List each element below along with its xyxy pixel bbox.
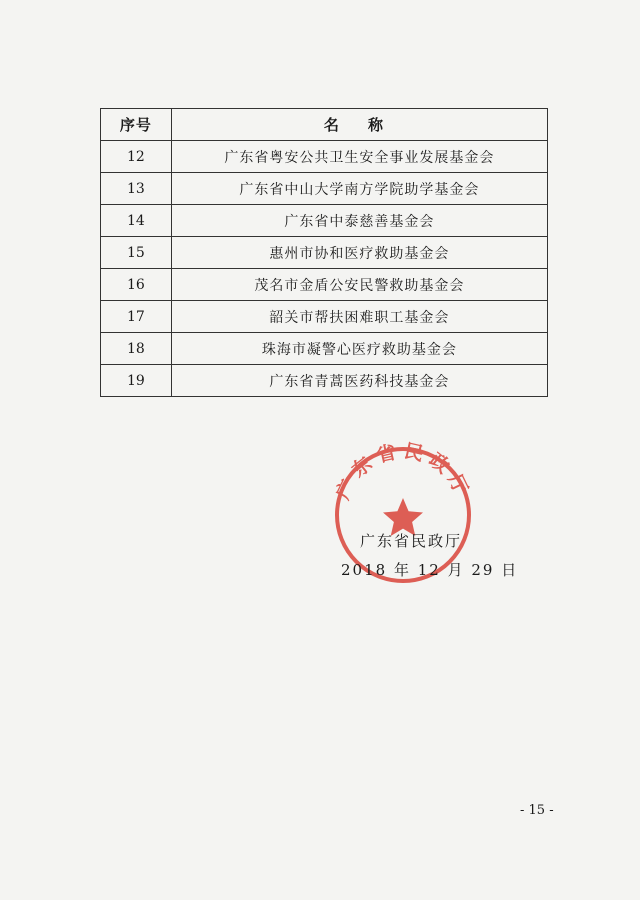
issue-date: 2018 年 12 月 29 日 bbox=[341, 561, 519, 579]
row-name: 广东省中泰慈善基金会 bbox=[171, 205, 547, 237]
issuer-name: 广东省民政厅 bbox=[360, 532, 463, 550]
table-row bbox=[101, 237, 548, 269]
header-index: 序号 bbox=[101, 109, 172, 141]
row-index: 16 bbox=[101, 269, 172, 301]
row-name: 惠州市协和医疗救助基金会 bbox=[171, 237, 547, 269]
row-index: 19 bbox=[101, 365, 172, 397]
page-number: - 15 - bbox=[520, 803, 554, 818]
table-row bbox=[101, 301, 548, 333]
row-name: 广东省中山大学南方学院助学基金会 bbox=[171, 173, 547, 205]
row-index: 14 bbox=[101, 205, 172, 237]
seal-text: 广东省民政厅 bbox=[331, 440, 475, 503]
row-name: 韶关市帮扶困难职工基金会 bbox=[171, 301, 547, 333]
table-row bbox=[101, 173, 548, 205]
header-name: 名 称 bbox=[171, 109, 547, 141]
table-row bbox=[101, 205, 548, 237]
row-name: 茂名市金盾公安民警救助基金会 bbox=[171, 269, 547, 301]
table-row bbox=[101, 365, 548, 397]
row-name: 珠海市凝警心医疗救助基金会 bbox=[171, 333, 547, 365]
row-index: 18 bbox=[101, 333, 172, 365]
row-index: 12 bbox=[101, 141, 172, 173]
table-row bbox=[101, 269, 548, 301]
row-name: 广东省青蒿医药科技基金会 bbox=[171, 365, 547, 397]
table-row bbox=[101, 333, 548, 365]
foundation-table bbox=[100, 108, 548, 397]
row-index: 13 bbox=[101, 173, 172, 205]
table-row bbox=[101, 141, 548, 173]
row-index: 15 bbox=[101, 237, 172, 269]
table-header-row bbox=[101, 109, 548, 141]
row-name: 广东省粤安公共卫生安全事业发展基金会 bbox=[171, 141, 547, 173]
row-index: 17 bbox=[101, 301, 172, 333]
